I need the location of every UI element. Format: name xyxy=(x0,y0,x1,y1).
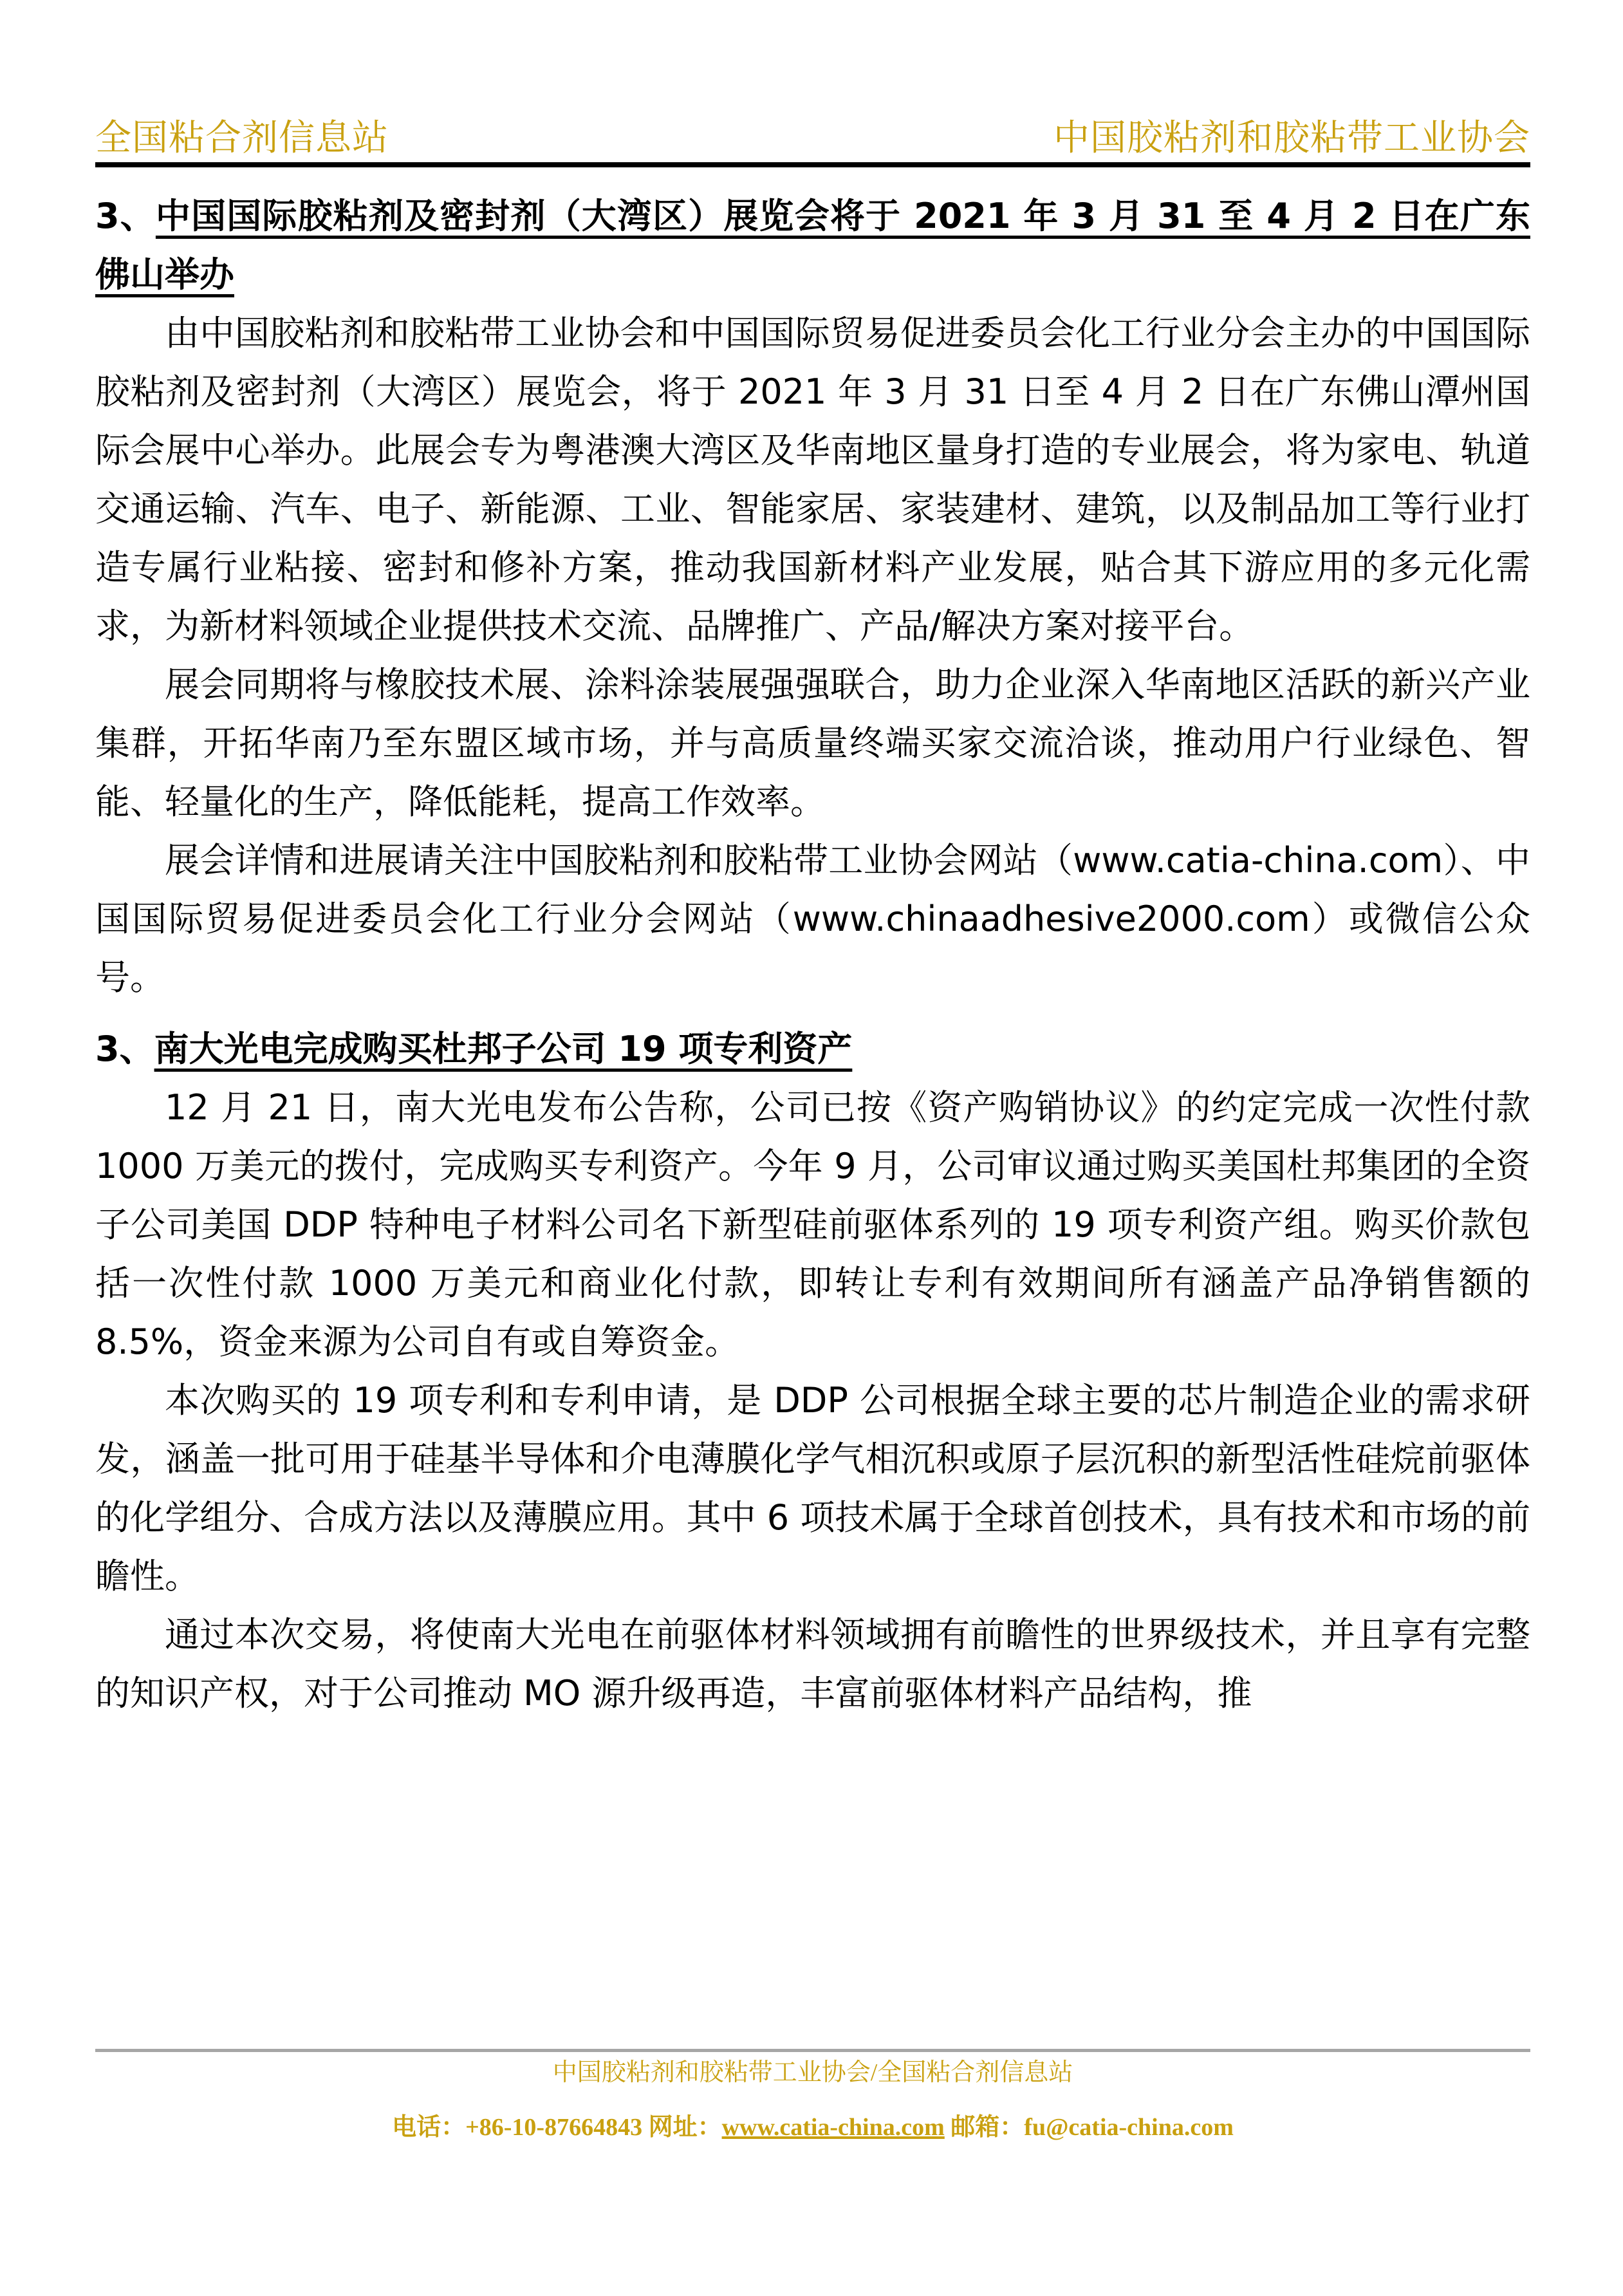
article-number: 3、 xyxy=(95,196,156,236)
article-paragraph: 通过本次交易，将使南大光电在前驱体材料领域拥有前瞻性的世界级技术，并且享有完整的知识产权，对于公司推动 MO 源升级再造，丰富前驱体材料产品结构，推 xyxy=(95,1614,1530,1713)
email-address[interactable]: fu@catia-china.com xyxy=(1024,2114,1234,2141)
article-patents xyxy=(95,1020,1530,1722)
article-paragraph: 本次购买的 19 项专利和专利申请，是 DDP 公司根据全球主要的芯片制造企业的需求研发，涵盖一批可用于硅基半导体和介电薄膜化学气相沉积或原子层沉积的新型活性硅烷前驱体的化学组分、合成方法以及薄膜应用。其中 6 项技术属于全球首创技术，具有技术和市场的前瞻性。 xyxy=(95,1380,1530,1596)
article-paragraph: 12 月 21 日，南大光电发布公告称，公司已按《资产购销协议》的约定完成一次性付款 1000 万美元的拨付，完成购买专利资产。今年 9 月，公司审议通过购买美国杜邦集团的全资子公司美国 DDP 特种电子材料公司名下新型硅前驱体系列的 19 项专利资产组。购买价款包括一次性付款 1000 万美元和商业化付款，即转让专利有效期间所有涵盖产品净销售额的 8.5%，资金来源为公司自有或自筹资金。 xyxy=(95,1087,1530,1362)
phone-number: +86-10-87664843 xyxy=(465,2114,643,2141)
website-link[interactable]: www.catia-china.com xyxy=(721,2114,945,2141)
header-right-title: 中国胶粘剂和胶粘带工业协会 xyxy=(1053,117,1530,159)
article-number: 3、 xyxy=(95,1029,154,1069)
article-title: 南大光电完成购买杜邦子公司 19 项专利资产 xyxy=(154,1029,853,1069)
header-left-title: 全国粘合剂信息站 xyxy=(95,117,389,159)
article-expo xyxy=(95,187,1530,1007)
footer-org-line: 中国胶粘剂和胶粘带工业协会/全国粘合剂信息站 xyxy=(552,2059,1073,2086)
phone-label: 电话： xyxy=(392,2114,466,2141)
footer-divider xyxy=(95,2049,1530,2052)
page-header xyxy=(95,116,1530,161)
article-paragraph: 展会同期将与橡胶技术展、涂料涂装展强强联合，助力企业深入华南地区活跃的新兴产业集群，开拓华南乃至东盟区域市场，并与高质量终端买家交流洽谈，推动用户行业绿色、智能、轻量化的生产，降低能耗，提高工作效率。 xyxy=(95,664,1530,822)
article-heading xyxy=(95,1020,1530,1078)
website-label: 网址： xyxy=(648,2114,722,2141)
article-heading xyxy=(95,187,1530,304)
header-divider xyxy=(95,162,1530,167)
page-content xyxy=(95,187,1530,1722)
article-paragraph: 展会详情和进展请关注中国胶粘剂和胶粘带工业协会网站（www.catia-china.com）、中国国际贸易促进委员会化工行业分会网站（www.chinaadhesive2000.com）或微信公众号。 xyxy=(95,840,1530,998)
email-label: 邮箱： xyxy=(951,2114,1025,2141)
footer-contact-line xyxy=(95,2108,1530,2147)
article-title: 中国国际胶粘剂及密封剂（大湾区）展览会将于 2021 年 3 月 31 至 4 月 2 日在广东佛山举办 xyxy=(95,196,1530,295)
article-paragraph: 由中国胶粘剂和胶粘带工业协会和中国国际贸易促进委员会化工行业分会主办的中国国际胶粘剂及密封剂（大湾区）展览会，将于 2021 年 3 月 31 日至 4 月 2 日在广东佛山潭州国际会展中心举办。此展会专为粤港澳大湾区及华南地区量身打造的专业展会，将为家电、轨道交通运输、汽车、电子、新能源、工业、智能家居、家装建材、建筑，以及制品加工等行业打造专属行业粘接、密封和修补方案，推动我国新材料产业发展，贴合其下游应用的多元化需求，为新材料领域企业提供技术交流、品牌推广、产品/解决方案对接平台。 xyxy=(95,313,1530,646)
